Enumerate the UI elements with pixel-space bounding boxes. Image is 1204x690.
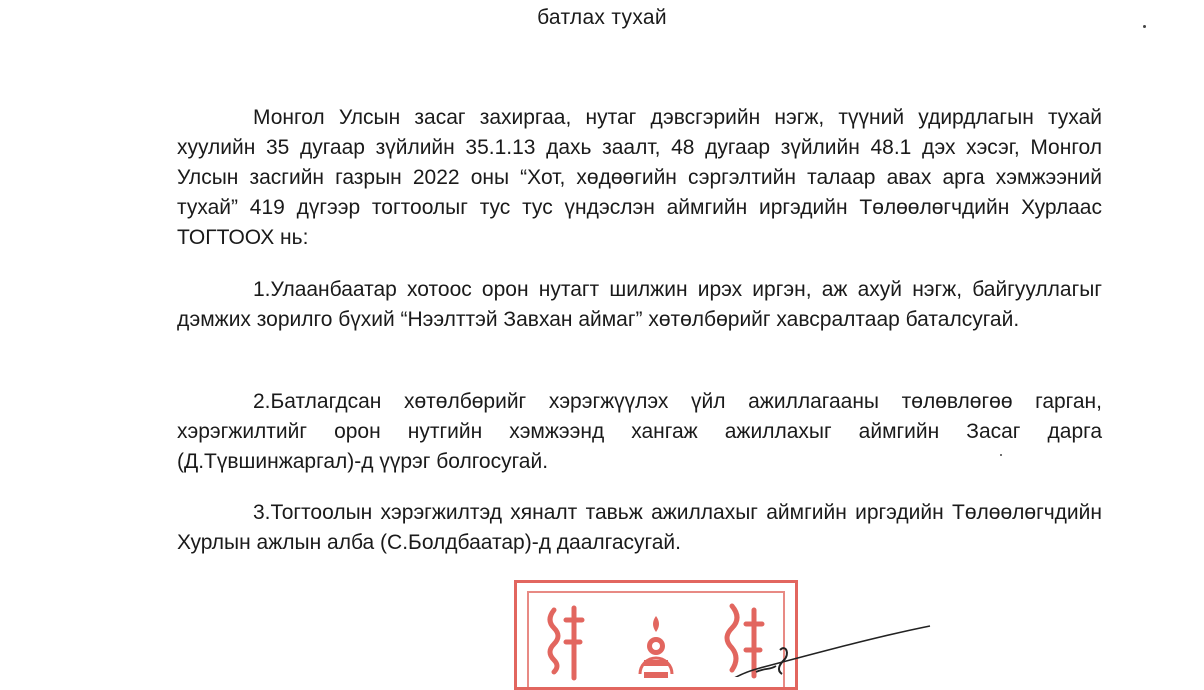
clause-3: 3.Тогтоолын хэрэгжилтэд хяналт тавьж ажиллахыг аймгийн иргэдийн Төлөөлөгчдийн Хурлын ажлын алба (С.Болдбаатар)-д даалгасугай. — [177, 501, 1102, 554]
scan-speck — [1143, 25, 1146, 28]
document-title: батлах тухай — [537, 6, 667, 29]
preamble-paragraph: Монгол Улсын засаг захиргаа, нутаг дэвсгэрийн нэгж, түүний удирдлагын тухай хуулийн 35 дугаар зүйлийн 35.1.13 дахь заалт, 48 дугаар зүйлийн 48.1 дэх хэсэг, Монгол Улсын засгийн газрын 2022 оны “Хот, хөдөөгийн сэргэлтийн талаар авах арга хэмжээний тухай” 419 дүгээр тогтоолыг тус тус үндэслэн аймгийн иргэдийн Төлөөлөгчдийн Хурлаас ТОГТООХ нь: — [177, 106, 1102, 249]
scan-speck — [1000, 454, 1002, 456]
stamp-mongolian-script — [514, 580, 798, 690]
soyombo-emblem — [640, 616, 672, 678]
official-stamp — [514, 580, 798, 690]
clause-1: 1.Улаанбаатар хотоос орон нутагт шилжин ирэх иргэн, аж ахуй нэгж, байгууллагыг дэмжих зорилго бүхий “Нээлттэй Завхан аймаг” хөтөлбөрийг хавсралтаар баталсугай. — [177, 278, 1102, 331]
clause-2: 2.Батлагдсан хөтөлбөрийг хэрэгжүүлэх үйл ажиллагааны төлөвлөгөө гарган, хэрэгжилтийг орон нутгийн хэмжээнд хангаж ажиллахыг аймгийн Засаг дарга (Д.Түвшинжаргал)-д үүрэг болгосугай. — [177, 390, 1102, 473]
